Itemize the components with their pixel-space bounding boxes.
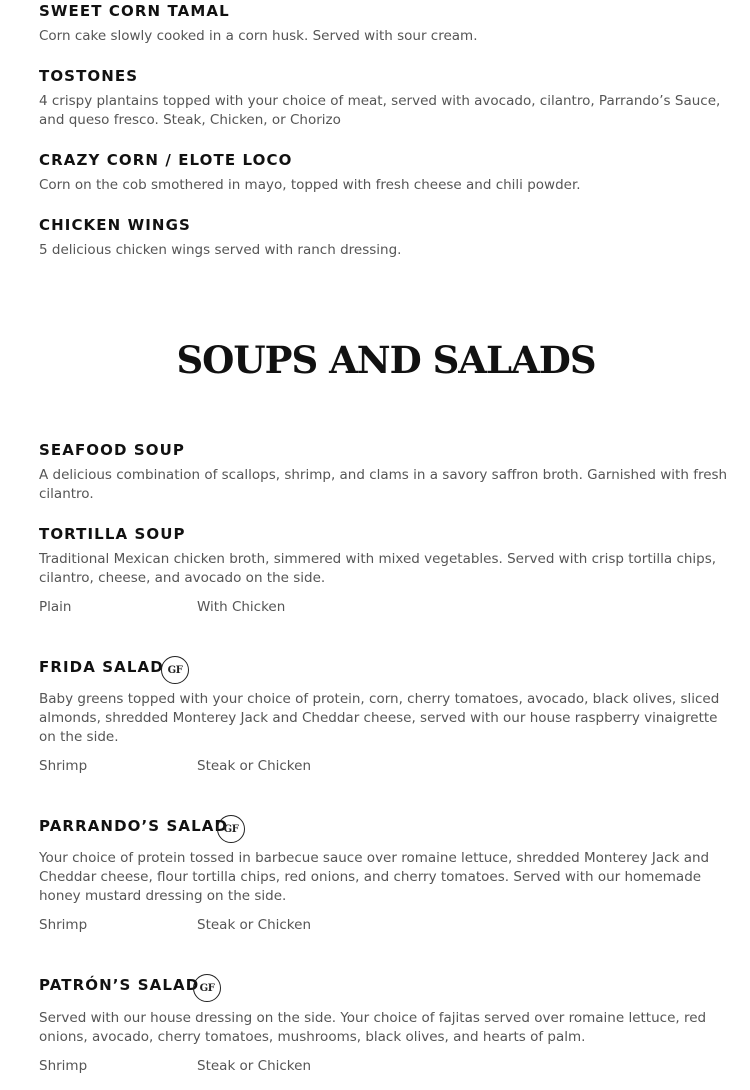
gluten-free-badge-icon: GF <box>161 656 189 684</box>
item-name-parrandos-salad: PARRANDO’S SALAD <box>39 817 229 835</box>
item-desc-frida-salad: Baby greens topped with your choice of protein, corn, cherry tomatoes, avocado, black olives, sliced almonds, shredded Monterey Jack and Cheddar cheese, served with our house raspberry vinaigrette on the side. <box>39 691 720 745</box>
gluten-free-badge-icon: GF <box>193 974 221 1002</box>
item-desc-patrons-salad: Served with our house dressing on the side. Your choice of fajitas served over romaine lettuce, red onions, avocado, cherry tomatoes, mushrooms, black olives, and hearts of palm. <box>39 1010 707 1045</box>
option-shrimp: Shrimp <box>39 758 88 774</box>
item-name-crazy-corn: CRAZY CORN / ELOTE LOCO <box>39 151 293 169</box>
item-name-patrons-salad: PATRÓN’S SALAD <box>39 976 200 994</box>
gluten-free-badge-icon: GF <box>217 815 245 843</box>
section-title: SOUPS AND SALADS <box>176 338 596 382</box>
option-shrimp: Shrimp <box>39 917 88 933</box>
item-name-chicken-wings: CHICKEN WINGS <box>39 216 191 234</box>
item-desc-sweet-corn-tamal: Corn cake slowly cooked in a corn husk. Served with sour cream. <box>39 28 478 44</box>
item-desc-crazy-corn: Corn on the cob smothered in mayo, topped with fresh cheese and chili powder. <box>39 177 581 193</box>
item-desc-parrandos-salad: Your choice of protein tossed in barbecue sauce over romaine lettuce, shredded Monterey Jack and Cheddar cheese, flour tortilla chips, red onions, and cherry tomatoes. Served with our homemade honey mustard dressing on the side. <box>39 850 710 904</box>
item-desc-tostones: 4 crispy plantains topped with your choice of meat, served with avocado, cilantro, Parrando’s Sauce, and queso fresco. Steak, Chicken, or Chorizo <box>39 93 721 128</box>
option-plain: Plain <box>39 599 72 615</box>
item-desc-chicken-wings: 5 delicious chicken wings served with ranch dressing. <box>39 242 402 258</box>
item-name-frida-salad: FRIDA SALAD <box>39 658 164 676</box>
option-steak-or-chicken: Steak or Chicken <box>197 758 312 774</box>
item-desc-seafood-soup: A delicious combination of scallops, shrimp, and clams in a savory saffron broth. Garnished with fresh cilantro. <box>39 467 728 502</box>
item-desc-tortilla-soup: Traditional Mexican chicken broth, simmered with mixed vegetables. Served with crisp tortilla chips, cilantro, cheese, and avocado on the side. <box>39 551 717 586</box>
item-name-seafood-soup: SEAFOOD SOUP <box>39 441 186 459</box>
option-shrimp: Shrimp <box>39 1058 88 1074</box>
item-name-tostones: TOSTONES <box>39 67 139 85</box>
option-steak-or-chicken: Steak or Chicken <box>197 917 312 933</box>
item-name-sweet-corn-tamal: SWEET CORN TAMAL <box>39 2 230 20</box>
item-name-tortilla-soup: TORTILLA SOUP <box>39 525 186 543</box>
option-steak-or-chicken: Steak or Chicken <box>197 1058 312 1074</box>
option-with-chicken: With Chicken <box>197 599 286 615</box>
